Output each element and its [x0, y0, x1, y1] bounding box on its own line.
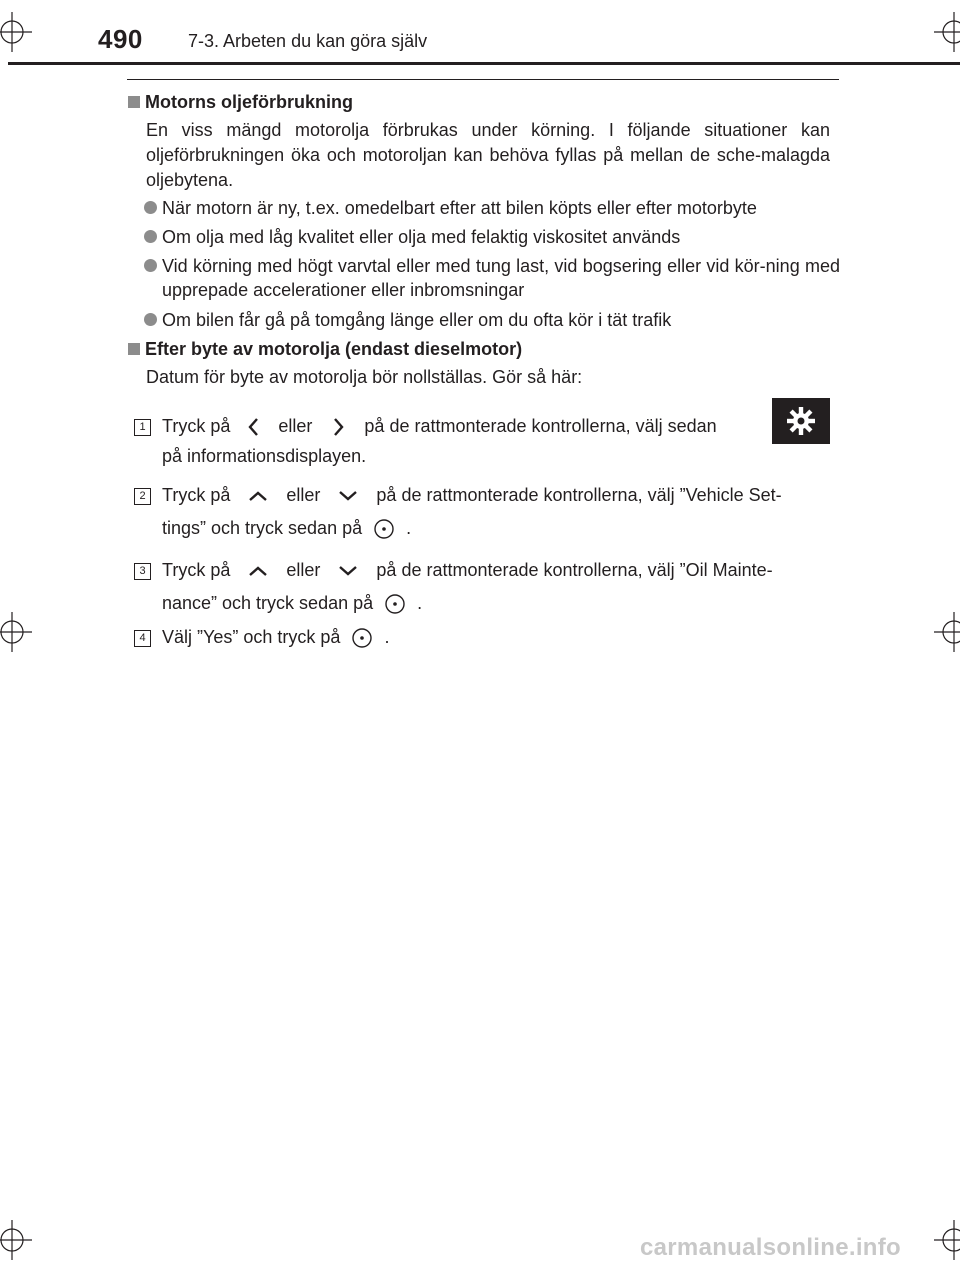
watermark: carmanualsonline.info — [640, 1234, 902, 1261]
chevron-down-icon — [337, 489, 359, 503]
circle-bullet-icon — [144, 201, 157, 214]
step-text: Välj ”Yes” och tryck på . — [162, 625, 830, 649]
list-item: När motorn är ny, t.ex. omedelbart efter att bilen köpts eller efter motorbyte — [144, 196, 840, 220]
ok-button-icon — [351, 627, 373, 649]
chevron-up-icon — [247, 489, 269, 503]
step-number: 4 — [134, 630, 151, 647]
step-text: nance” och tryck sedan på . — [162, 591, 830, 615]
section-intro: Datum för byte av motorolja bör nollställas. Gör så här: — [146, 367, 583, 387]
registration-mark-icon — [934, 12, 960, 52]
section-heading: Efter byte av motorolja (endast dieselmotor) — [128, 337, 522, 361]
section-rule — [127, 79, 839, 80]
circle-bullet-icon — [144, 259, 157, 272]
registration-mark-icon — [0, 12, 32, 52]
section-heading: Motorns oljeförbrukning — [128, 90, 353, 114]
registration-mark-icon — [934, 612, 960, 652]
step-number: 1 — [134, 419, 151, 436]
step-number: 2 — [134, 488, 151, 505]
chevron-left-icon — [247, 416, 261, 438]
ok-button-icon — [384, 593, 406, 615]
step-text: tings” och tryck sedan på . — [162, 516, 830, 540]
step-text: Tryck på eller på de rattmonterade kontrollerna, välj ”Vehicle Set- — [162, 485, 782, 505]
chevron-right-icon — [331, 416, 345, 438]
ok-button-icon — [373, 518, 395, 540]
step-text: på informationsdisplayen. — [162, 446, 367, 466]
chapter-title: 7-3. Arbeten du kan göra själv — [188, 31, 428, 51]
circle-bullet-icon — [144, 313, 157, 326]
registration-mark-icon — [0, 612, 32, 652]
square-bullet-icon — [128, 96, 140, 108]
registration-mark-icon — [0, 1220, 32, 1260]
step-text: Tryck på eller på de rattmonterade kontrollerna, välj ”Oil Mainte- — [162, 560, 773, 580]
list-item: Om bilen får gå på tomgång länge eller om du ofta kör i tät trafik — [144, 308, 840, 332]
registration-mark-icon — [934, 1220, 960, 1260]
header-rule — [8, 62, 960, 65]
circle-bullet-icon — [144, 230, 157, 243]
list-item: Vid körning med högt varvtal eller med tung last, vid bogsering eller vid kör-ning med upprepade accelerationer eller inbromsningar — [144, 254, 840, 302]
page-number: 490 — [98, 24, 143, 54]
gear-icon — [772, 398, 830, 444]
step-text: Tryck på eller på de rattmonterade kontrollerna, välj sedan — [162, 414, 830, 438]
square-bullet-icon — [128, 343, 140, 355]
chevron-up-icon — [247, 564, 269, 578]
chevron-down-icon — [337, 564, 359, 578]
step-number: 3 — [134, 563, 151, 580]
section-intro: En viss mängd motorolja förbrukas under körning. I följande situationer kan oljeförbrukningen öka och motoroljan kan behöva fyllas på mellan de sche-malagda oljebytena. — [146, 120, 830, 190]
list-item: Om olja med låg kvalitet eller olja med felaktig viskositet används — [144, 225, 840, 249]
